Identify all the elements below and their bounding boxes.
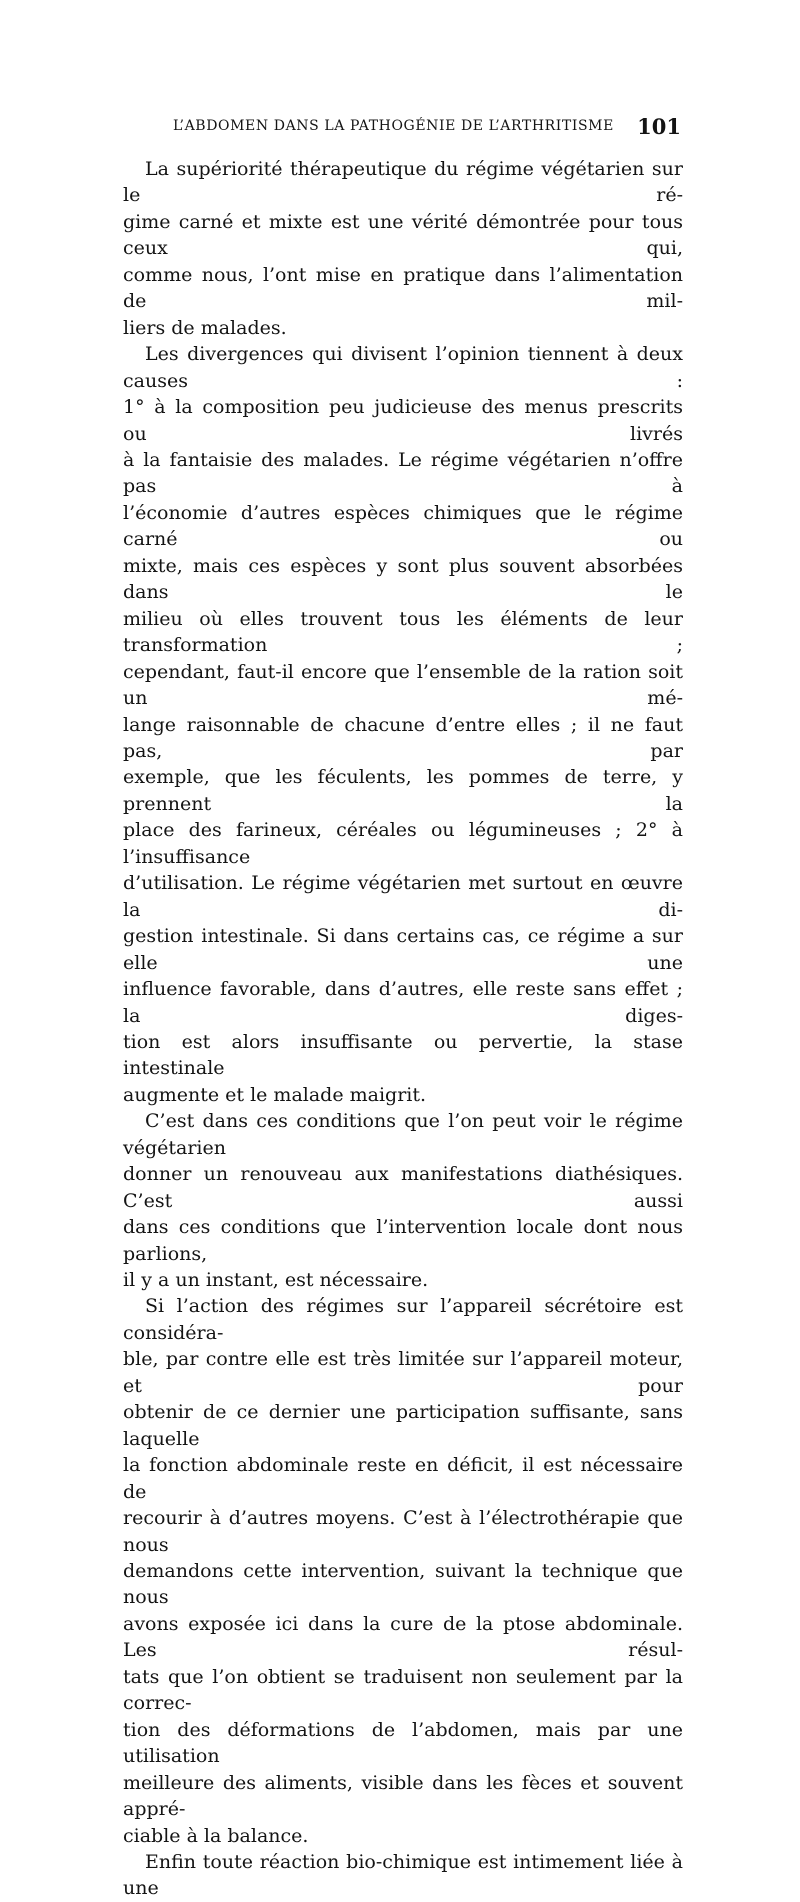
text-line: gestion intestinale. Si dans certains cas, ce régime a sur elle une xyxy=(123,925,683,974)
text-line: meilleure des aliments, visible dans les fèces et souvent appré- xyxy=(123,1771,683,1821)
text-line: ble, par contre elle est très limitée sur l’appareil moteur, et pour xyxy=(123,1348,683,1397)
text-line: donner un renouveau aux manifestations diathésiques. C’est aussi xyxy=(123,1163,683,1212)
text-line: Les divergences qui divisent l’opinion tiennent à deux causes : xyxy=(123,343,683,392)
text-line: Enfin toute réaction bio-chimique est intimement liée à une xyxy=(123,1851,683,1900)
text-line: d’utilisation. Le régime végétarien met surtout en œuvre la di- xyxy=(123,872,683,921)
text-line: tion des déformations de l’abdomen, mais par une utilisation xyxy=(123,1718,683,1768)
text-line: recourir à d’autres moyens. C’est à l’électrothérapie que nous xyxy=(123,1507,683,1556)
running-header xyxy=(123,116,683,140)
text-line: augmente et le malade maigrit. xyxy=(123,1083,427,1106)
text-line: ciable à la balance. xyxy=(123,1824,309,1847)
text-line: liers de malades. xyxy=(123,316,287,339)
text-line: il y a un instant, est nécessaire. xyxy=(123,1269,429,1292)
text-line: exemple, que les féculents, les pommes de terre, y prennent la xyxy=(123,766,683,815)
text-line: lange raisonnable de chacune d’entre elles ; il ne faut pas, par xyxy=(123,713,683,762)
text-line: milieu où elles trouvent tous les éléments de leur transformation ; xyxy=(123,607,683,657)
paragraph xyxy=(123,1849,683,1902)
text-line: mixte, mais ces espèces y sont plus souvent absorbées dans le xyxy=(123,554,683,604)
text-line: l’économie d’autres espèces chimiques que le régime carné ou xyxy=(123,501,683,551)
text-line: avons exposée ici dans la cure de la ptose abdominale. Les résul- xyxy=(123,1612,683,1662)
text-line: gime carné et mixte est une vérité démontrée pour tous ceux qui, xyxy=(123,210,683,260)
text-line: comme nous, l’ont mise en pratique dans l’alimentation de mil- xyxy=(123,263,683,313)
paragraph xyxy=(123,156,683,341)
text-line: 1° à la composition peu judicieuse des menus prescrits ou livrés xyxy=(123,396,683,445)
text-line: place des farineux, céréales ou légumineuses ; 2° à l’insuffisance xyxy=(123,819,683,868)
text-line: C’est dans ces conditions que l’on peut voir le régime végétarien xyxy=(123,1110,683,1159)
text-line: tion est alors insuffisante ou pervertie, la stase intestinale xyxy=(123,1030,683,1080)
paragraph xyxy=(123,341,683,1108)
page-number: 101 xyxy=(637,114,681,139)
body-text xyxy=(123,156,683,1902)
text-line: la fonction abdominale reste en déficit, il est nécessaire de xyxy=(123,1454,683,1503)
text-line: demandons cette intervention, suivant la technique que nous xyxy=(123,1560,683,1609)
text-line: influence favorable, dans d’autres, elle reste sans effet ; la diges- xyxy=(123,978,683,1027)
text-line: La supériorité thérapeutique du régime végétarien sur le ré- xyxy=(123,158,683,207)
text-line: à la fantaisie des malades. Le régime végétarien n’offre pas à xyxy=(123,448,683,498)
text-line: Si l’action des régimes sur l’appareil sécrétoire est considéra- xyxy=(123,1295,683,1344)
text-line: tats que l’on obtient se traduisent non seulement par la correc- xyxy=(123,1665,683,1715)
text-line: cependant, faut-il encore que l’ensemble de la ration soit un mé- xyxy=(123,660,683,710)
paragraph xyxy=(123,1108,683,1293)
paragraph xyxy=(123,1293,683,1849)
text-line: dans ces conditions que l’intervention locale dont nous parlions, xyxy=(123,1216,683,1265)
running-title: L’ABDOMEN DANS LA PATHOGÉNIE DE L’ARTHRITISME xyxy=(173,118,614,134)
text-line: obtenir de ce dernier une participation suffisante, sans laquelle xyxy=(123,1401,683,1450)
